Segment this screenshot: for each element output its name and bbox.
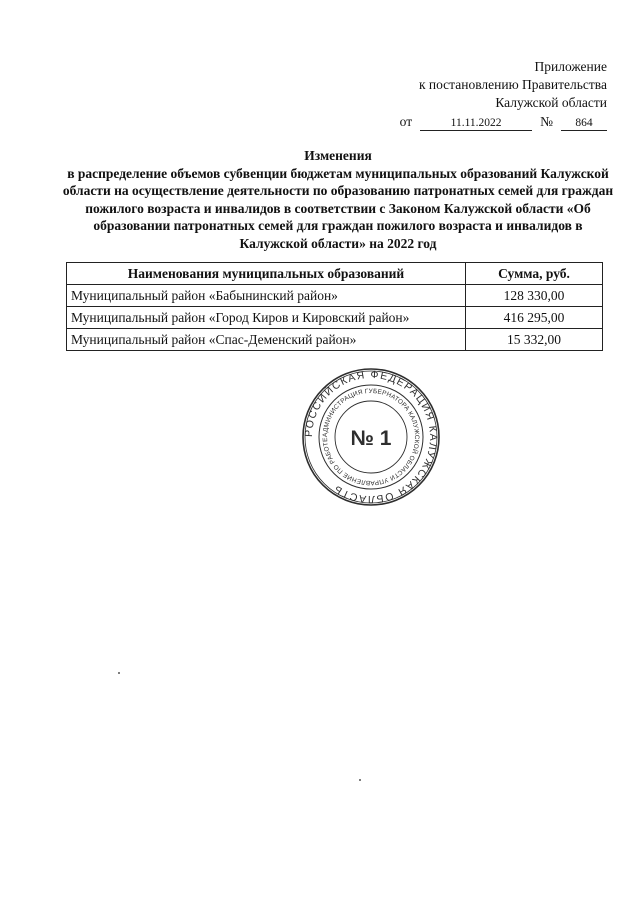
official-seal [301,367,441,507]
scan-speck [359,779,361,781]
table-header-row [67,263,603,285]
table-row [67,329,603,351]
date-value: 11.11.2022 [420,117,532,131]
appendix-line-3: Калужской области [495,95,607,110]
subvention-table [66,262,603,351]
number-prefix: № [540,114,553,129]
document-title [60,147,616,252]
number-value: 864 [561,117,607,131]
row-name: Муниципальный район «Город Киров и Кировский район» [67,307,466,329]
row-name: Муниципальный район «Бабынинский район» [67,285,466,307]
column-header-sum: Сумма, руб. [466,263,603,285]
row-sum: 128 330,00 [466,285,603,307]
row-sum: 416 295,00 [466,307,603,329]
appendix-line-1: Приложение [534,59,607,74]
title-heading: Изменения [304,148,372,163]
seal-number: № 1 [350,427,392,450]
title-body: в распределение объемов субвенции бюджетам муниципальных образований Калужской области на осуществление деятельности по образованию патронатных семей для граждан пожилого возраста и инвалидов в соответствии с Законом Калужской области «Об образовании патронатных семей для граждан пожилого возраста и инвалидов в Калужской области» на 2022 год [62,165,614,251]
row-sum: 15 332,00 [466,329,603,351]
appendix-header [400,58,607,131]
date-prefix: от [399,114,413,129]
seal-inner-text: АДМИНИСТРАЦИЯ ГУБЕРНАТОРА КАЛУЖСКОЙ ОБЛАСТИ УПРАВЛЕНИЕ ПО РАБОТЕ [321,387,421,487]
seal-outer-text: РОССИЙСКАЯ ФЕДЕРАЦИЯ КАЛУЖСКАЯ ОБЛАСТЬ [302,368,440,506]
column-header-name: Наименования муниципальных образований [67,263,466,285]
scan-speck [118,672,120,674]
row-name: Муниципальный район «Спас-Деменский район» [67,329,466,351]
appendix-line-2: к постановлению Правительства [418,77,607,92]
table-row [67,285,603,307]
table-row [67,307,603,329]
seal-icon [301,367,441,507]
appendix-date-row [400,113,607,131]
